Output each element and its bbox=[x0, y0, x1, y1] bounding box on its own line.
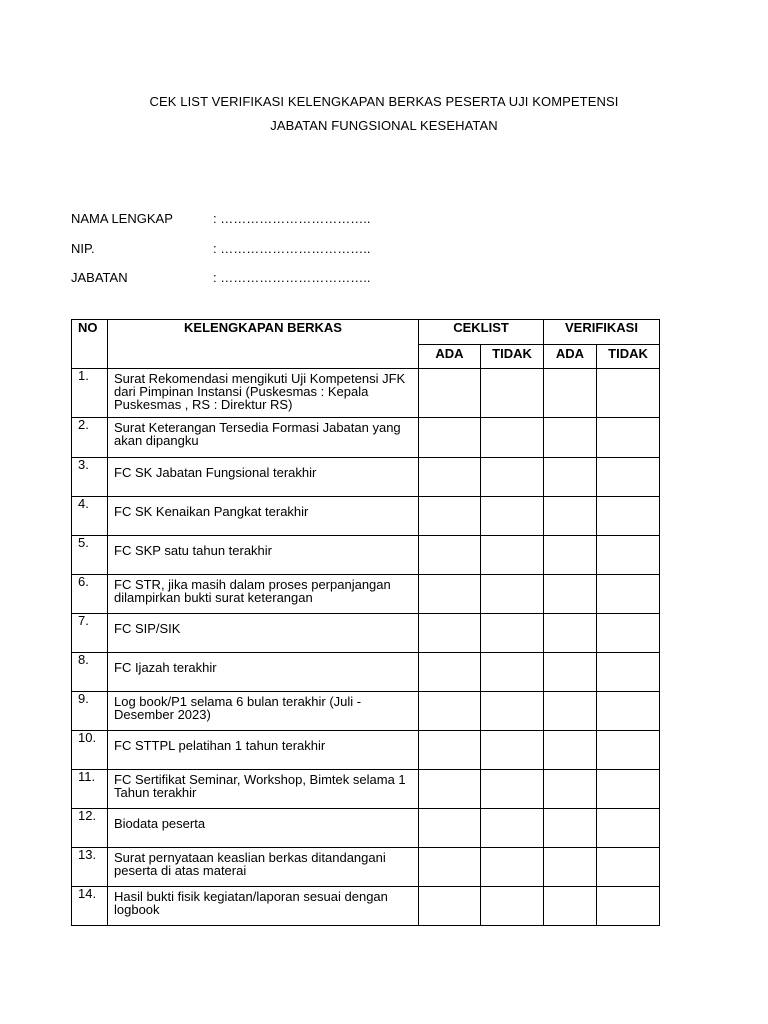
row-document-text: Biodata peserta bbox=[114, 816, 206, 831]
table-row bbox=[72, 809, 660, 848]
row-document-item bbox=[108, 575, 419, 614]
checkbox-cell-ceklist-ada[interactable] bbox=[419, 887, 481, 926]
row-document-text: FC SK Jabatan Fungsional terakhir bbox=[114, 465, 317, 480]
table-row bbox=[72, 770, 660, 809]
table-header-row bbox=[72, 320, 660, 345]
checkbox-cell-verifikasi-ada[interactable] bbox=[544, 770, 597, 809]
row-document-item bbox=[108, 653, 419, 692]
row-document-text: FC Sertifikat Seminar, Workshop, Bimtek selama 1 Tahun terakhir bbox=[114, 772, 406, 800]
checkbox-cell-verifikasi-tidak[interactable] bbox=[597, 887, 660, 926]
row-number: 4. bbox=[72, 497, 108, 536]
checkbox-cell-ceklist-tidak[interactable] bbox=[481, 770, 544, 809]
document-title-line2: JABATAN FUNGSIONAL KESEHATAN bbox=[270, 118, 498, 133]
table-row bbox=[72, 575, 660, 614]
checkbox-cell-verifikasi-ada[interactable] bbox=[544, 369, 597, 418]
checkbox-cell-verifikasi-ada[interactable] bbox=[544, 653, 597, 692]
row-document-text: FC SKP satu tahun terakhir bbox=[114, 543, 273, 558]
checkbox-cell-verifikasi-ada[interactable] bbox=[544, 497, 597, 536]
checkbox-cell-ceklist-ada[interactable] bbox=[419, 418, 481, 458]
checkbox-cell-ceklist-tidak[interactable] bbox=[481, 848, 544, 887]
checkbox-cell-ceklist-tidak[interactable] bbox=[481, 458, 544, 497]
subheader-ceklist-ada: ADA bbox=[419, 345, 481, 369]
checkbox-cell-ceklist-ada[interactable] bbox=[419, 614, 481, 653]
checkbox-cell-verifikasi-ada[interactable] bbox=[544, 809, 597, 848]
checkbox-cell-ceklist-tidak[interactable] bbox=[481, 809, 544, 848]
row-document-text: FC STR, jika masih dalam proses perpanjangan dilampirkan bukti surat keterangan bbox=[114, 577, 391, 605]
row-document-item bbox=[108, 887, 419, 926]
table-row bbox=[72, 369, 660, 418]
header-no: NO bbox=[72, 320, 108, 369]
row-document-item bbox=[108, 692, 419, 731]
checklist-table bbox=[71, 319, 660, 926]
checkbox-cell-ceklist-ada[interactable] bbox=[419, 575, 481, 614]
row-number: 2. bbox=[72, 418, 108, 458]
checkbox-cell-verifikasi-tidak[interactable] bbox=[597, 536, 660, 575]
row-number: 14. bbox=[72, 887, 108, 926]
row-document-item bbox=[108, 497, 419, 536]
row-document-item bbox=[108, 770, 419, 809]
checkbox-cell-ceklist-tidak[interactable] bbox=[481, 731, 544, 770]
checkbox-cell-ceklist-tidak[interactable] bbox=[481, 575, 544, 614]
checkbox-cell-verifikasi-ada[interactable] bbox=[544, 418, 597, 458]
checkbox-cell-ceklist-ada[interactable] bbox=[419, 731, 481, 770]
checkbox-cell-ceklist-tidak[interactable] bbox=[481, 614, 544, 653]
row-document-item bbox=[108, 536, 419, 575]
field-blank-nip: : …………………………….. bbox=[213, 241, 371, 256]
header-verifikasi: VERIFIKASI bbox=[544, 320, 660, 345]
checkbox-cell-ceklist-ada[interactable] bbox=[419, 458, 481, 497]
checkbox-cell-verifikasi-tidak[interactable] bbox=[597, 418, 660, 458]
row-number: 12. bbox=[72, 809, 108, 848]
row-document-item bbox=[108, 809, 419, 848]
row-document-text: Surat pernyataan keaslian berkas ditandangani peserta di atas materai bbox=[114, 850, 386, 878]
field-label-nip: NIP. bbox=[71, 241, 95, 256]
table-row bbox=[72, 458, 660, 497]
row-document-item bbox=[108, 614, 419, 653]
row-document-item bbox=[108, 458, 419, 497]
checkbox-cell-verifikasi-ada[interactable] bbox=[544, 692, 597, 731]
checkbox-cell-verifikasi-tidak[interactable] bbox=[597, 848, 660, 887]
checkbox-cell-ceklist-ada[interactable] bbox=[419, 809, 481, 848]
table-row bbox=[72, 536, 660, 575]
checkbox-cell-ceklist-ada[interactable] bbox=[419, 536, 481, 575]
field-label-nama: NAMA LENGKAP bbox=[71, 211, 173, 226]
checkbox-cell-verifikasi-ada[interactable] bbox=[544, 731, 597, 770]
field-blank-nama: : …………………………….. bbox=[213, 211, 371, 226]
row-number: 13. bbox=[72, 848, 108, 887]
table-row bbox=[72, 887, 660, 926]
checkbox-cell-ceklist-tidak[interactable] bbox=[481, 418, 544, 458]
checkbox-cell-ceklist-ada[interactable] bbox=[419, 497, 481, 536]
checkbox-cell-ceklist-tidak[interactable] bbox=[481, 536, 544, 575]
row-document-text: FC SK Kenaikan Pangkat terakhir bbox=[114, 504, 309, 519]
checkbox-cell-verifikasi-ada[interactable] bbox=[544, 575, 597, 614]
row-number: 5. bbox=[72, 536, 108, 575]
table-row bbox=[72, 731, 660, 770]
checkbox-cell-ceklist-ada[interactable] bbox=[419, 848, 481, 887]
row-document-text: Surat Rekomendasi mengikuti Uji Kompetensi JFK dari Pimpinan Instansi (Puskesmas : Kepala Puskesmas , RS : Direktur RS) bbox=[114, 371, 406, 412]
row-document-text: Log book/P1 selama 6 bulan terakhir (Juli - Desember 2023) bbox=[114, 694, 362, 722]
header-ceklist: CEKLIST bbox=[419, 320, 544, 345]
document-title-line1: CEK LIST VERIFIKASI KELENGKAPAN BERKAS PESERTA UJI KOMPETENSI bbox=[149, 94, 619, 109]
row-number: 8. bbox=[72, 653, 108, 692]
checkbox-cell-verifikasi-tidak[interactable] bbox=[597, 770, 660, 809]
row-document-text: FC SIP/SIK bbox=[114, 621, 181, 636]
row-document-item bbox=[108, 848, 419, 887]
checkbox-cell-ceklist-ada[interactable] bbox=[419, 770, 481, 809]
table-row bbox=[72, 614, 660, 653]
table-row bbox=[72, 418, 660, 458]
checkbox-cell-verifikasi-tidak[interactable] bbox=[597, 653, 660, 692]
checkbox-cell-ceklist-ada[interactable] bbox=[419, 692, 481, 731]
checkbox-cell-ceklist-tidak[interactable] bbox=[481, 887, 544, 926]
checkbox-cell-verifikasi-ada[interactable] bbox=[544, 614, 597, 653]
header-kelengkapan-berkas: KELENGKAPAN BERKAS bbox=[108, 320, 419, 369]
table-row bbox=[72, 653, 660, 692]
row-document-text: FC STTPL pelatihan 1 tahun terakhir bbox=[114, 738, 326, 753]
table-row bbox=[72, 497, 660, 536]
checkbox-cell-verifikasi-ada[interactable] bbox=[544, 536, 597, 575]
checkbox-cell-ceklist-tidak[interactable] bbox=[481, 497, 544, 536]
subheader-ceklist-tidak: TIDAK bbox=[481, 345, 544, 369]
checkbox-cell-ceklist-tidak[interactable] bbox=[481, 692, 544, 731]
row-document-item bbox=[108, 369, 419, 418]
checkbox-cell-verifikasi-tidak[interactable] bbox=[597, 614, 660, 653]
table-row bbox=[72, 692, 660, 731]
row-document-text: Hasil bukti fisik kegiatan/laporan sesuai dengan logbook bbox=[114, 889, 388, 917]
checkbox-cell-ceklist-tidak[interactable] bbox=[481, 653, 544, 692]
field-label-jabatan: JABATAN bbox=[71, 270, 128, 285]
table-row bbox=[72, 848, 660, 887]
row-number: 10. bbox=[72, 731, 108, 770]
row-document-item bbox=[108, 731, 419, 770]
row-number: 1. bbox=[72, 369, 108, 418]
checkbox-cell-verifikasi-ada[interactable] bbox=[544, 848, 597, 887]
row-document-text: Surat Keterangan Tersedia Formasi Jabatan yang akan dipangku bbox=[114, 420, 401, 448]
checkbox-cell-verifikasi-ada[interactable] bbox=[544, 458, 597, 497]
checkbox-cell-verifikasi-tidak[interactable] bbox=[597, 497, 660, 536]
checkbox-cell-verifikasi-tidak[interactable] bbox=[597, 458, 660, 497]
checkbox-cell-ceklist-ada[interactable] bbox=[419, 653, 481, 692]
row-number: 3. bbox=[72, 458, 108, 497]
row-number: 11. bbox=[72, 770, 108, 809]
row-document-item bbox=[108, 418, 419, 458]
subheader-verifikasi-ada: ADA bbox=[544, 345, 597, 369]
checkbox-cell-verifikasi-tidak[interactable] bbox=[597, 731, 660, 770]
row-number: 9. bbox=[72, 692, 108, 731]
checkbox-cell-verifikasi-ada[interactable] bbox=[544, 887, 597, 926]
checkbox-cell-ceklist-ada[interactable] bbox=[419, 369, 481, 418]
checkbox-cell-ceklist-tidak[interactable] bbox=[481, 369, 544, 418]
checkbox-cell-verifikasi-tidak[interactable] bbox=[597, 809, 660, 848]
checkbox-cell-verifikasi-tidak[interactable] bbox=[597, 692, 660, 731]
row-number: 6. bbox=[72, 575, 108, 614]
checkbox-cell-verifikasi-tidak[interactable] bbox=[597, 369, 660, 418]
field-blank-jabatan: : …………………………….. bbox=[213, 270, 371, 285]
checkbox-cell-verifikasi-tidak[interactable] bbox=[597, 575, 660, 614]
row-number: 7. bbox=[72, 614, 108, 653]
row-document-text: FC Ijazah terakhir bbox=[114, 660, 217, 675]
subheader-verifikasi-tidak: TIDAK bbox=[597, 345, 660, 369]
